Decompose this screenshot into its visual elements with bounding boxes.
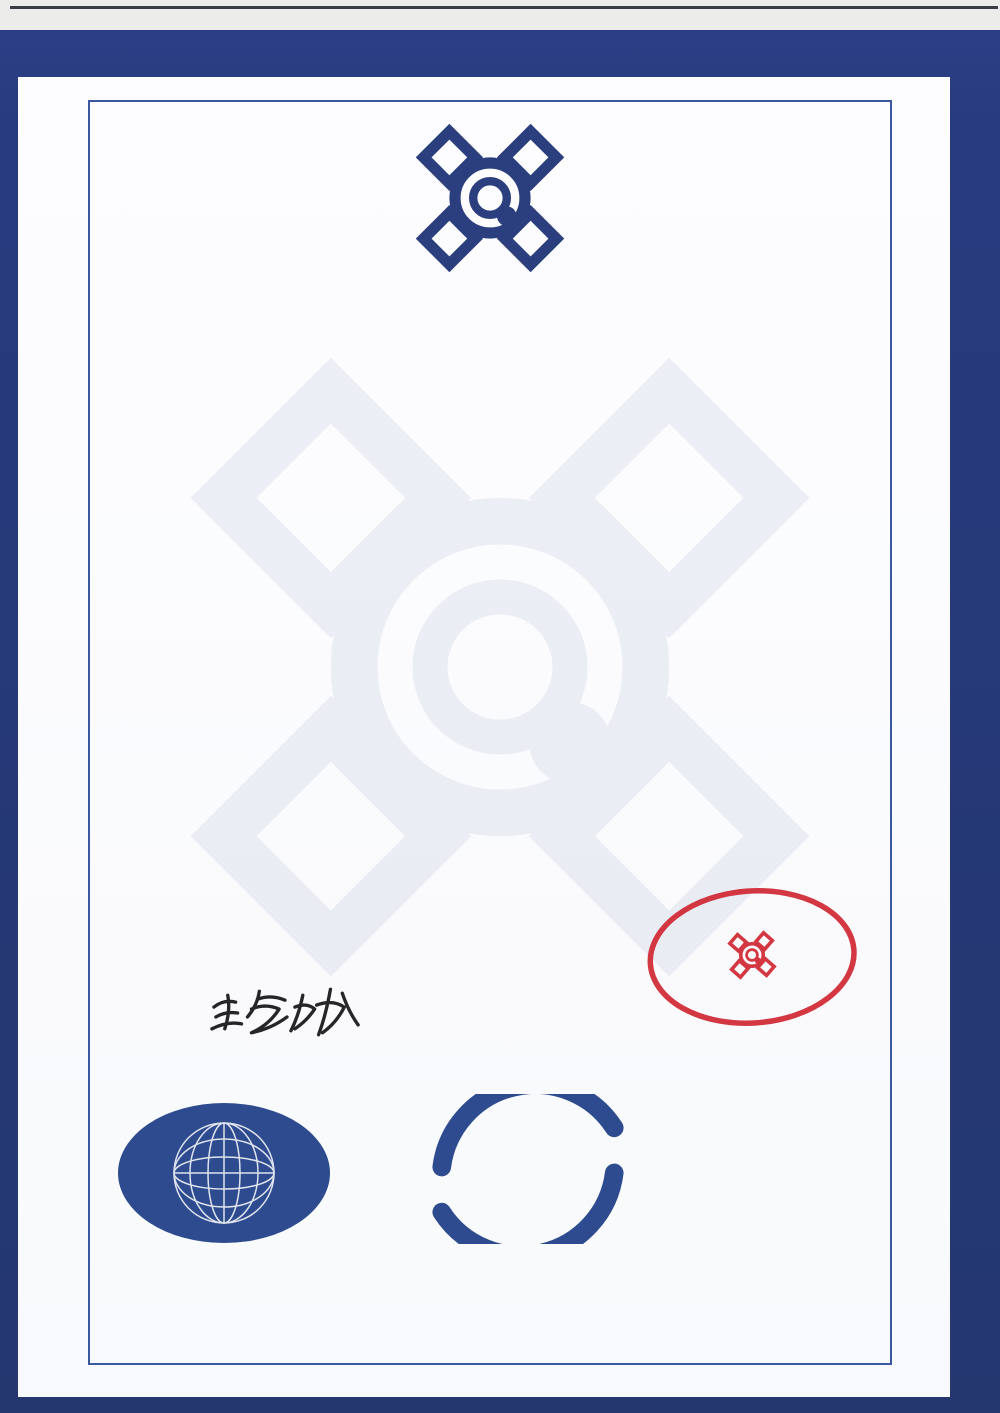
chevron-border-bottom (48, 1372, 940, 1390)
signer-signature (208, 978, 366, 1050)
xqcc-emblem-logo (404, 114, 576, 282)
cnas-logo (430, 1094, 626, 1244)
scan-edge-line (10, 6, 998, 9)
chevron-border-right (921, 105, 937, 1369)
inner-rule-box (88, 100, 892, 1365)
red-seal-stamp (632, 867, 873, 1043)
qr-code (774, 1242, 892, 1360)
blue-frame (0, 30, 1000, 1413)
chevron-border-left (50, 105, 66, 1369)
certificate-sheet (18, 77, 950, 1397)
iaf-logo (114, 1100, 334, 1246)
